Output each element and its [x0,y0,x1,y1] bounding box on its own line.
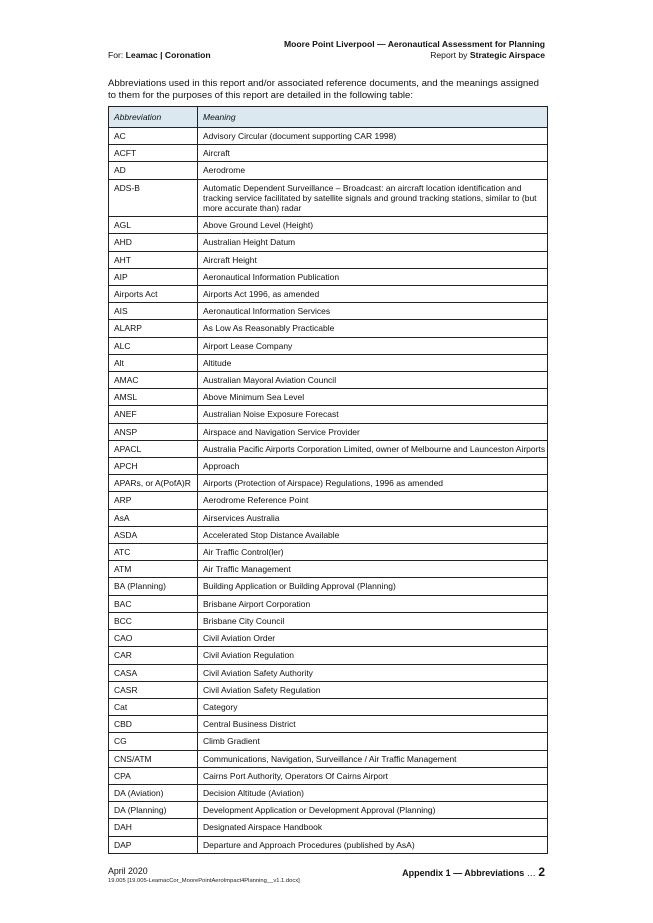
meaning-cell: Air Traffic Control(ler) [198,544,548,561]
meaning-cell: As Low As Reasonably Practicable [198,320,548,337]
table-row [109,802,548,819]
meaning-cell: Central Business District [198,716,548,733]
table-row [109,681,548,698]
abbreviation-cell: AHT [109,251,198,268]
table-row [109,698,548,715]
report-author [284,50,545,61]
meaning-cell: Airservices Australia [198,509,548,526]
table-row [109,836,548,853]
table-row [109,128,548,145]
abbreviation-cell: BCC [109,612,198,629]
meaning-cell: Aeronautical Information Publication [198,268,548,285]
column-header-abbreviation: Abbreviation [109,107,198,128]
footer-filename: 19.005 [19.005-LeamacCor_MoorePointAeroImpact4Planning__v1.1.docx] [108,878,300,884]
abbreviation-cell: ALC [109,337,198,354]
abbreviation-cell: Alt [109,354,198,371]
abbreviation-cell: BAC [109,595,198,612]
table-row [109,179,548,217]
table-row [109,372,548,389]
meaning-cell: Cairns Port Authority, Operators Of Cairns Airport [198,767,548,784]
meaning-cell: Aircraft Height [198,251,548,268]
table-row [109,145,548,162]
table-row [109,716,548,733]
table-header-row [109,107,548,128]
abbreviation-cell: ARP [109,492,198,509]
table-row [109,251,548,268]
meaning-cell: Australia Pacific Airports Corporation Limited, owner of Melbourne and Launceston Airports [198,440,548,457]
meaning-cell: Airport Lease Company [198,337,548,354]
meaning-cell: Brisbane City Council [198,612,548,629]
table-row [109,784,548,801]
abbreviation-cell: Airports Act [109,286,198,303]
abbreviation-cell: CAO [109,630,198,647]
meaning-cell: Airspace and Navigation Service Provider [198,423,548,440]
abbreviation-cell: APARs, or A(PofA)R [109,475,198,492]
table-row [109,561,548,578]
abbreviation-cell: APCH [109,458,198,475]
abbreviation-cell: CAR [109,647,198,664]
page-number: 2 [538,865,545,879]
table-row [109,234,548,251]
meaning-cell: Automatic Dependent Surveillance – Broadcast: an aircraft location identification and tracking service facilitated by satellite signals and ground tracking stations, similar to (but more accurate than) radar [198,179,548,217]
table-row [109,320,548,337]
abbreviation-cell: ANSP [109,423,198,440]
meaning-cell: Civil Aviation Safety Authority [198,664,548,681]
abbreviation-cell: CNS/ATM [109,750,198,767]
abbreviation-cell: CPA [109,767,198,784]
meaning-cell: Above Minimum Sea Level [198,389,548,406]
meaning-cell: Communications, Navigation, Surveillance / Air Traffic Management [198,750,548,767]
meaning-cell: Australian Mayoral Aviation Council [198,372,548,389]
abbreviation-cell: ATM [109,561,198,578]
abbreviation-cell: AIP [109,268,198,285]
meaning-cell: Brisbane Airport Corporation [198,595,548,612]
table-row [109,389,548,406]
table-body [109,128,548,854]
table-row [109,354,548,371]
meaning-cell: Accelerated Stop Distance Available [198,526,548,543]
meaning-cell: Altitude [198,354,548,371]
report-by-name: Strategic Airspace [469,50,545,60]
abbreviations-table [108,106,548,854]
abbreviation-cell: ASDA [109,526,198,543]
meaning-cell: Aerodrome Reference Point [198,492,548,509]
abbreviation-cell: ACFT [109,145,198,162]
abbreviation-cell: AD [109,162,198,179]
abbreviation-cell: ALARP [109,320,198,337]
table-row [109,492,548,509]
table-row [109,286,548,303]
meaning-cell: Decision Altitude (Aviation) [198,784,548,801]
abbreviation-cell: BA (Planning) [109,578,198,595]
page-header [284,39,545,61]
meaning-cell: Airports Act 1996, as amended [198,286,548,303]
table-row [109,458,548,475]
table-row [109,268,548,285]
abbreviation-cell: AC [109,128,198,145]
report-by-label: Report by [430,50,470,60]
meaning-cell: Category [198,698,548,715]
abbreviation-cell: CBD [109,716,198,733]
meaning-cell: Advisory Circular (document supporting CAR 1998) [198,128,548,145]
footer-date: April 2020 [108,866,148,876]
abbreviation-cell: DAH [109,819,198,836]
abbreviation-cell: DAP [109,836,198,853]
abbreviation-cell: AMSL [109,389,198,406]
table-row [109,475,548,492]
table-row [109,423,548,440]
table-row [109,647,548,664]
abbreviation-cell: CASR [109,681,198,698]
abbreviation-cell: ATC [109,544,198,561]
table-row [109,337,548,354]
abbreviation-cell: AMAC [109,372,198,389]
meaning-cell: Australian Height Datum [198,234,548,251]
table-row [109,630,548,647]
table-row [109,303,548,320]
table-row [109,664,548,681]
meaning-cell: Civil Aviation Order [198,630,548,647]
footer-appendix: Appendix 1 — Abbreviations [402,868,525,878]
meaning-cell: Above Ground Level (Height) [198,217,548,234]
intro-paragraph: Abbreviations used in this report and/or associated reference documents, and the meanings assigned to them for the purposes of this report are detailed in the following table: [108,78,539,101]
abbreviation-cell: AGL [109,217,198,234]
abbreviation-cell: AHD [109,234,198,251]
table-row [109,440,548,457]
table-row [109,162,548,179]
column-header-meaning: Meaning [198,107,548,128]
footer-section [402,865,545,879]
report-title: Moore Point Liverpool — Aeronautical Assessment for Planning [283,39,545,49]
abbreviation-cell: CG [109,733,198,750]
meaning-cell: Aeronautical Information Services [198,303,548,320]
table-row [109,612,548,629]
client-name: Leamac | Coronation [125,50,211,60]
table-row [109,595,548,612]
abbreviation-cell: CASA [109,664,198,681]
abbreviation-cell: ADS-B [109,179,198,217]
table-row [109,526,548,543]
table-row [109,217,548,234]
table-row [109,819,548,836]
abbreviation-cell: ANEF [109,406,198,423]
meaning-cell: Departure and Approach Procedures (published by AsA) [198,836,548,853]
abbreviation-cell: DA (Aviation) [109,784,198,801]
table-row [109,509,548,526]
meaning-cell: Civil Aviation Regulation [198,647,548,664]
table-row [109,733,548,750]
meaning-cell: Climb Gradient [198,733,548,750]
meaning-cell: Designated Airspace Handbook [198,819,548,836]
meaning-cell: Australian Noise Exposure Forecast [198,406,548,423]
table-row [109,578,548,595]
for-label: For: [108,50,126,60]
meaning-cell: Airports (Protection of Airspace) Regulations, 1996 as amended [198,475,548,492]
abbreviation-cell: Cat [109,698,198,715]
table-row [109,544,548,561]
abbreviation-cell: DA (Planning) [109,802,198,819]
footer-ellipsis: … [524,868,539,878]
meaning-cell: Civil Aviation Safety Regulation [198,681,548,698]
meaning-cell: Air Traffic Management [198,561,548,578]
client-line [108,50,211,61]
abbreviation-cell: AsA [109,509,198,526]
meaning-cell: Development Application or Development Approval (Planning) [198,802,548,819]
table-row [109,750,548,767]
abbreviation-cell: AIS [109,303,198,320]
meaning-cell: Aircraft [198,145,548,162]
meaning-cell: Approach [198,458,548,475]
meaning-cell: Aerodrome [198,162,548,179]
table-row [109,406,548,423]
abbreviation-cell: APACL [109,440,198,457]
table-row [109,767,548,784]
meaning-cell: Building Application or Building Approval (Planning) [198,578,548,595]
